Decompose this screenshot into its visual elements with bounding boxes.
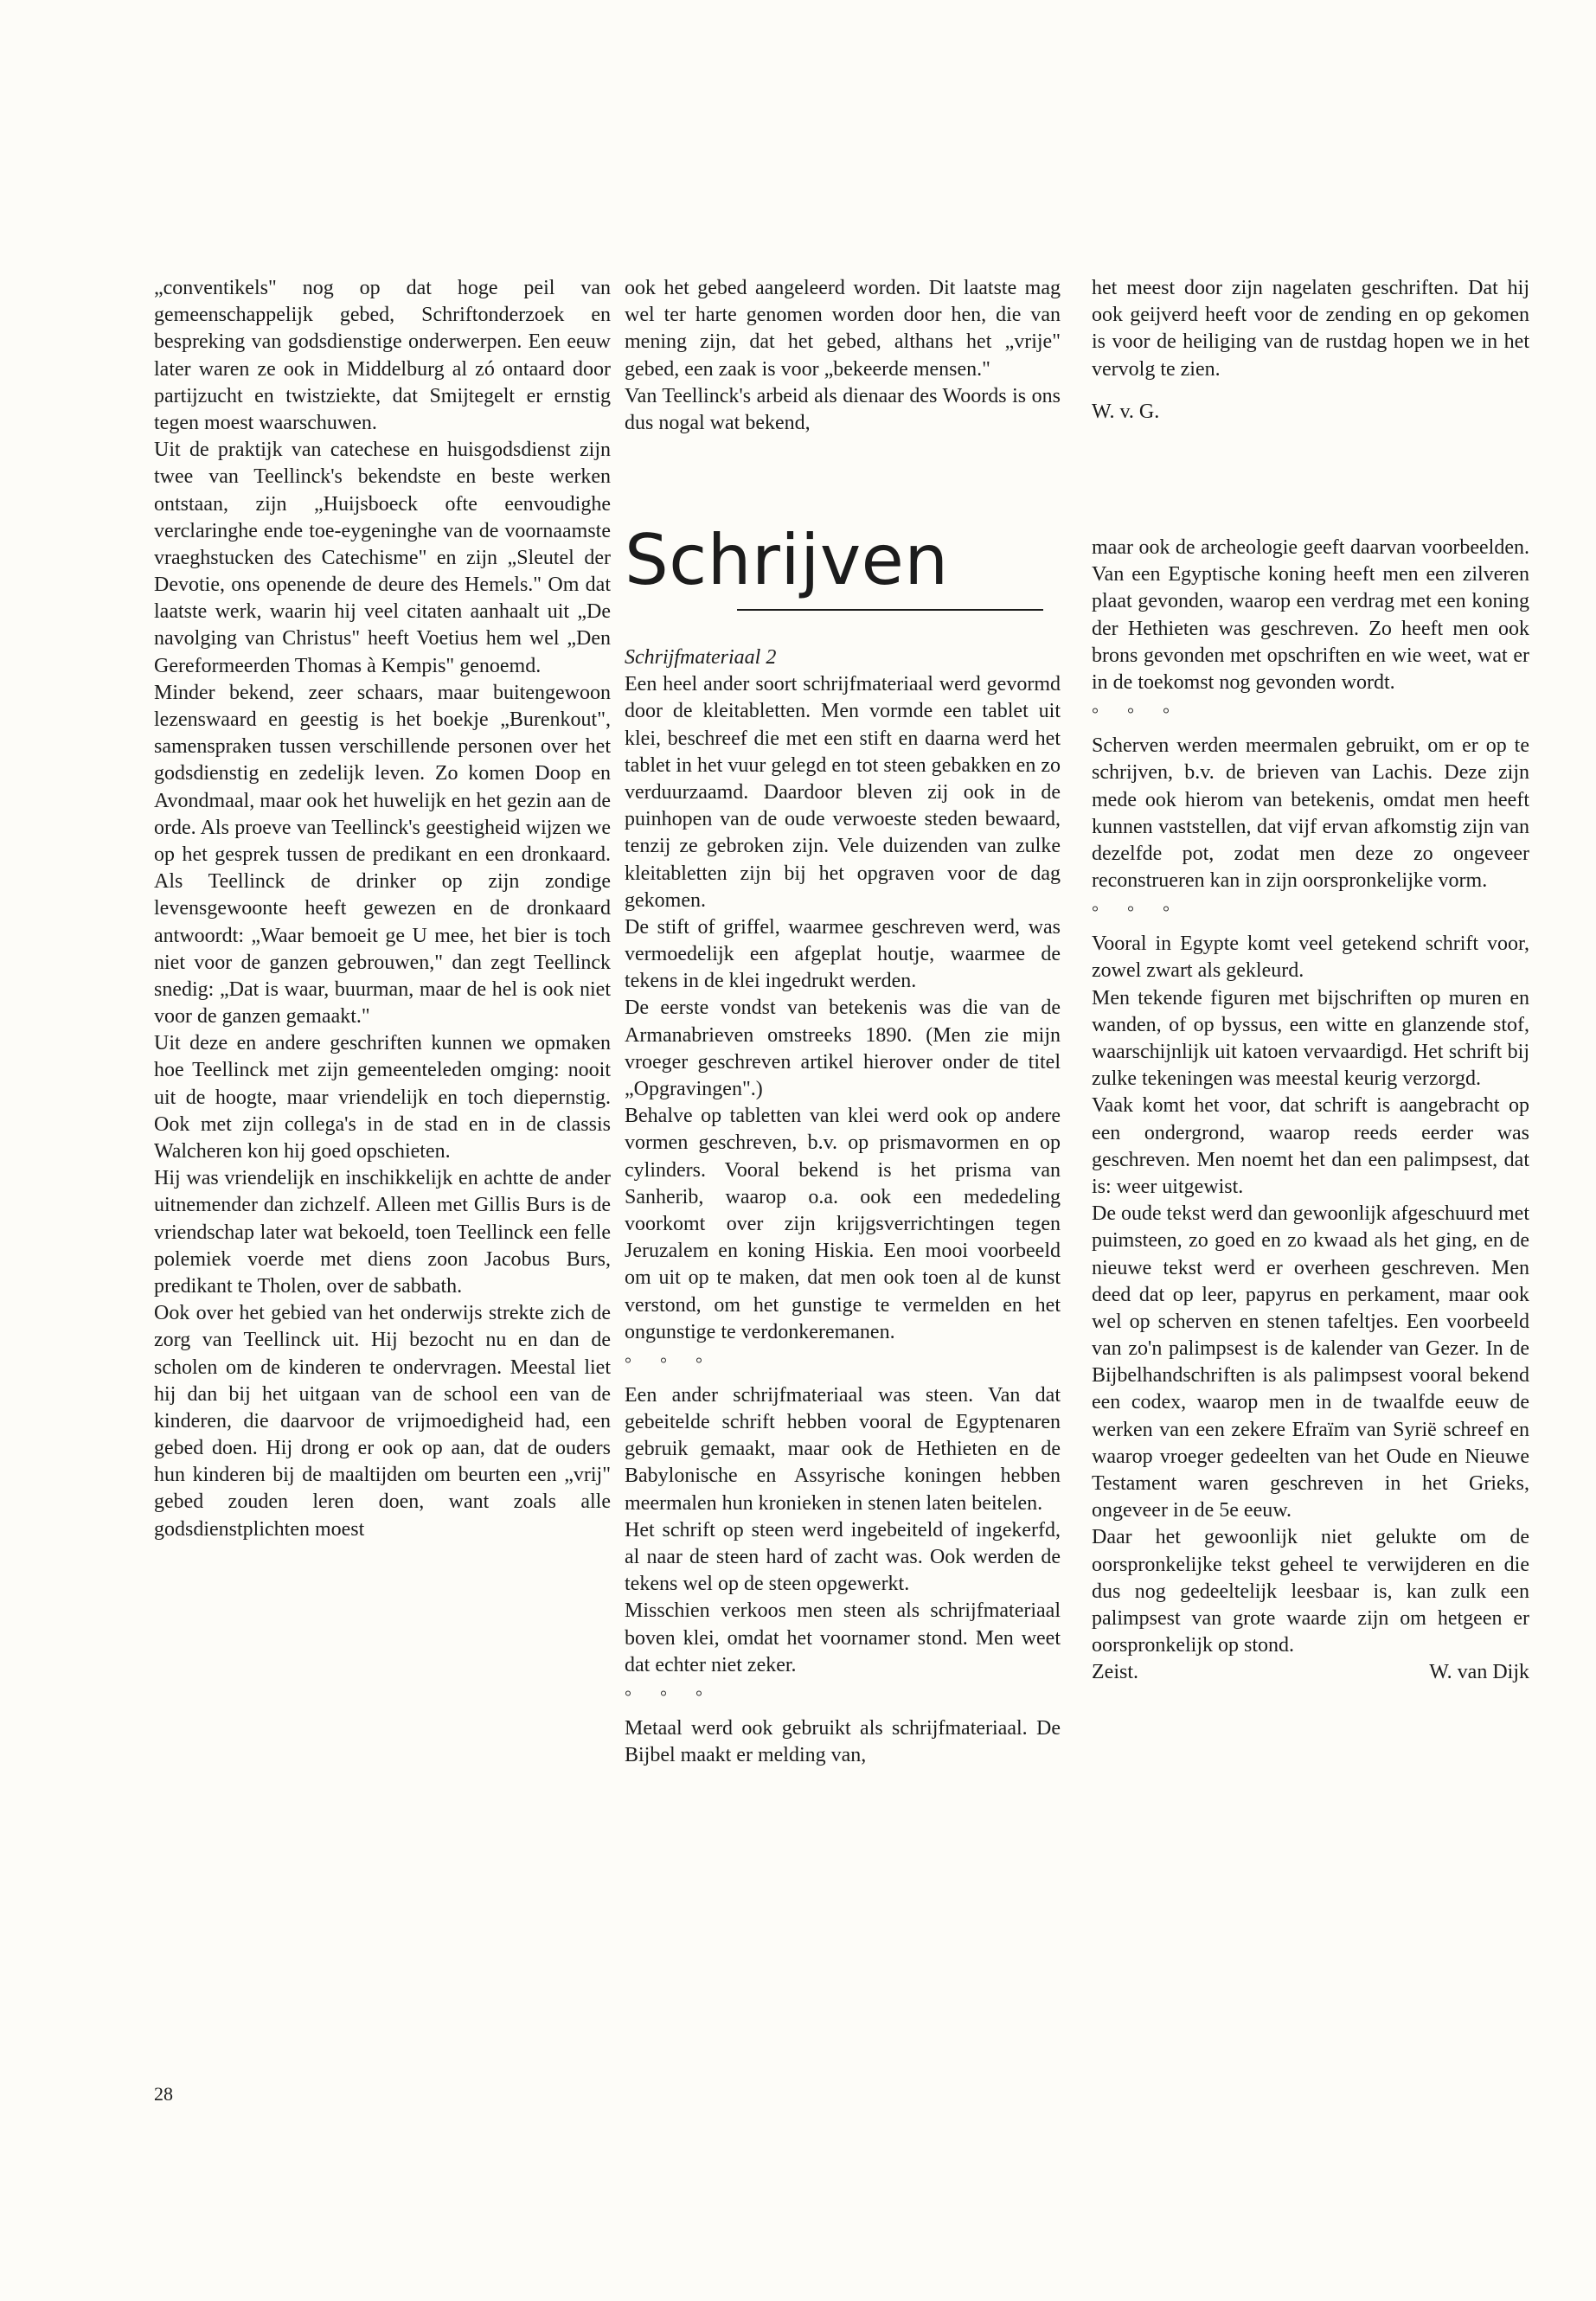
paragraph: De eerste vondst van betekenis was die van de Armanabrieven omstreeks 1890. (Men zie mijn vroeger geschreven artikel hierover onder de titel „Opgravingen".) xyxy=(625,997,1061,1100)
paragraph: Hij was vriendelijk en inschikkelijk en achtte de ander uitnemender dan zichzelf. Alleen met Gillis Burs is de vriendschap later wat bekoeld, toen Teellinck een felle polemiek voerde met diens zoon Jacobus Burs, predikant te Tholen, over de sabbath. xyxy=(154,1167,611,1298)
paragraph: Het schrift op steen werd ingebeiteld of ingekerfd, al naar de steen hard of zacht was. Ook werden de tekens wel op de steen opgewerkt. xyxy=(625,1518,1061,1596)
paragraph: De oude tekst werd dan gewoonlijk afgeschuurd met puimsteen, zo goed en zo kwaad als het ging, en de nieuwe tekst werd er overheen geschreven. Men deed dat op leer, papyrus en perkament, maar ook wel op scherven en stenen tafeltjes. Een voorbeeld van zo'n palimpsest is de kalender van Gezer. In de Bijbelhandschriften is als palimpsest vooral bekend een codex, waarop men in de twaalfde eeuw de werken van een zekere Efraïm van Syrië schreef en waarop vroeger gedeelten van het Oude en Nieuwe Testament waren geschreven in het Grieks, ongeveer in de 5e eeuw. xyxy=(1092,1202,1529,1522)
article-title: Schrijven xyxy=(625,520,949,600)
paragraph: Een ander schrijfmateriaal was steen. Van dat gebeitelde schrift hebben vooral de Egyptenaren gebruik gemaakt, maar ook de Hethieten en de Babylonische en Assyrische koningen hebben meermalen hun kronieken in stenen laten beitelen. xyxy=(625,1383,1061,1515)
paragraph: ook het gebed aangeleerd worden. Dit laatste mag wel ter harte genomen worden door hen, die van mening zijn, dat het gebed, althans het „vrije" gebed, een zaak is voor „bekeerde mensen." xyxy=(625,277,1061,381)
column-2-article xyxy=(625,644,1061,1769)
section-separator: ° ° ° xyxy=(1092,705,1182,725)
paragraph: De stift of griffel, waarmee geschreven werd, was vermoedelijk een afgeplat houtje, waarmee de tekens in de klei ingedrukt werden. xyxy=(625,915,1061,993)
closing-line xyxy=(1092,1659,1529,1686)
paragraph: Uit de praktijk van catechese en huisgodsdienst zijn twee van Teellinck's bekendste en beste werken ontstaan, zijn „Huijsboeck ofte eenvoudighe verclaringhe ende toe-eygeninghe van de voornaamste vraeghstucken des Catechisme" en zijn „Sleutel der Devotie, ons openende de deure des Hemels." Om dat laatste werk, waarin hij veel citaten aanhaalt uit „De navolging van Christus" heeft Voetius hem wel „Den Gereformeerden Thomas à Kempis" genoemd. xyxy=(154,439,611,677)
paragraph: Daar het gewoonlijk niet gelukte om de oorspronkelijke tekst geheel te verwijderen en die dus nog gedeeltelijk leesbaar is, kan zulk een palimpsest van grote waarde zijn om hetgeen er oorspronkelijk op stond. xyxy=(1092,1526,1529,1657)
paragraph: Men tekende figuren met bijschriften op muren en wanden, of op byssus, een witte en glanzende stof, waarschijnlijk uit katoen vervaardigd. Het schrift bij zulke tekeningen was meestal keurig verzorgd. xyxy=(1092,986,1529,1091)
author-signature: W. van Dijk xyxy=(1429,1661,1529,1684)
section-separator: ° ° ° xyxy=(625,1354,715,1374)
paragraph: Ook over het gebied van het onderwijs strekte zich de zorg van Teellinck uit. Hij bezocht nu en dan de scholen om de kinderen te ondervragen. Meestal liet hij dan bij het uitgaan van de school een van de kinderen, die daarvoor de vrijmoedigheid had, een gebed doen. Hij drong er ook op aan, dat de ouders hun kinderen bij de maaltijden om beurten een „vrij" gebed zouden leren doen, want zoals alle godsdienstplichten moest xyxy=(154,1302,611,1541)
paragraph: Vaak komt het voor, dat schrift is aangebracht op een ondergrond, waarop reeds eerder was geschreven. Men noemt het dan een palimpsest, dat is: weer uitgewist. xyxy=(1092,1094,1529,1198)
paragraph: Metaal werd ook gebruikt als schrijfmateriaal. De Bijbel maakt er melding van, xyxy=(625,1716,1061,1767)
paragraph: Een heel ander soort schrijfmateriaal werd gevormd door de kleitabletten. Men vormde een tablet uit klei, beschreef die met een stift en daarna werd het tablet in het vuur gelegd en tot steen gebakken en zo verduurzaamd. Daardoor bleven zij ook in de puinhopen van de oude verwoeste steden bewaard, tenzij ze gebroken zijn. Vele duizenden van zulke kleitabletten zijn bij het opgraven voor de dag gekomen. xyxy=(625,673,1061,912)
paragraph: Scherven werden meermalen gebruikt, om er op te schrijven, b.v. de brieven van Lachis. Deze zijn mede ook hierom van betekenis, omdat men heeft kunnen vaststellen, dat vijf ervan afkomstig zijn van dezelfde pot, zodat men deze zo ongeveer reconstrueren kan in zijn oorspronkelijke vorm. xyxy=(1092,734,1529,893)
section-separator: ° ° ° xyxy=(1092,903,1182,923)
page-number: 28 xyxy=(154,2083,173,2105)
paragraph: Van Teellinck's arbeid als dienaar des Woords is ons dus nogal wat bekend, xyxy=(625,384,1061,434)
title-rule xyxy=(737,609,1043,611)
column-1 xyxy=(154,275,611,1543)
paragraph: Uit deze en andere geschriften kunnen we opmaken hoe Teellinck met zijn gemeenteleden omging: nooit uit de hoogte, maar vriendelijk en toch diepernstig. Ook met zijn collega's in de stad en in de classis Walcheren kon hij goed opschieten. xyxy=(154,1032,611,1163)
paragraph: Vooral in Egypte komt veel getekend schrift voor, zowel zwart als gekleurd. xyxy=(1092,933,1529,983)
author-signature: W. v. G. xyxy=(1092,400,1160,423)
paragraph: „conventikels" nog op dat hoge peil van gemeenschappelijk gebed, Schriftonderzoek en bespreking van godsdienstige onderwerpen. Een eeuw later waren ze ook in Middelburg al zó ontaard door partijzucht en twistziekte, dat Smijtegelt er ernstig tegen moest waarschuwen. xyxy=(154,277,611,434)
article-subtitle: Schrijfmateriaal 2 xyxy=(625,646,777,669)
column-3-top xyxy=(1092,275,1529,426)
article-heading xyxy=(625,520,1061,611)
paragraph: Behalve op tabletten van klei werd ook op andere vormen geschreven, b.v. op prismavormen en op cylinders. Vooral bekend is het prisma van Sanherib, waarop o.a. ook een mededeling voorkomt over zijn krijgsverrichtingen tegen Jeruzalem en koning Hiskia. Een mooi voorbeeld om uit op te maken, dat men ook toen al de kunst verstond, om het gunstige te vermelden en het ongunstige te verdonkeremanen. xyxy=(625,1105,1061,1343)
paragraph: Minder bekend, zeer schaars, maar buitengewoon lezenswaard en geestig is het boekje „Burenkout", samenspraken tussen verschillende personen over het godsdienstig en zedelijk leven. Zo komen Doop en Avondmaal, maar ook het huwelijk en het gezin aan de orde. Als proeve van Teellinck's geestigheid wijzen we op het gesprek tussen de predikant en een dronkaard. Als Teellinck de drinker op zijn zondige levensgewoonte heeft gewezen en de dronkaard antwoordt: „Waar bemoeit ge U mee, het bier is toch niet voor de ganzen gebrouwen," dan zegt Teellinck snedig: „Dat is waar, buurman, maar de hel is ook niet voor de ganzen gemaakt." xyxy=(154,681,611,1029)
section-separator: ° ° ° xyxy=(625,1687,715,1707)
column-3-article xyxy=(1092,535,1529,1687)
paragraph: Misschien verkoos men steen als schrijfmateriaal boven klei, omdat het voornamer stond. Men weet dat echter niet zeker. xyxy=(625,1599,1061,1676)
paragraph: het meest door zijn nagelaten geschriften. Dat hij ook geijverd heeft voor de zending en op gekomen is voor de heiliging van de rustdag hopen we in het vervolg te zien. xyxy=(1092,277,1529,381)
paragraph: maar ook de archeologie geeft daarvan voorbeelden. Van een Egyptische koning heeft men een zilveren plaat gevonden, waarop een verdrag met een koning der Hethieten was geschreven. Zo heeft men ook brons gevonden met opschriften en wie weet, wat er in de toekomst nog gevonden wordt. xyxy=(1092,536,1529,694)
place-name: Zeist. xyxy=(1092,1661,1138,1684)
column-2-top xyxy=(625,275,1061,437)
